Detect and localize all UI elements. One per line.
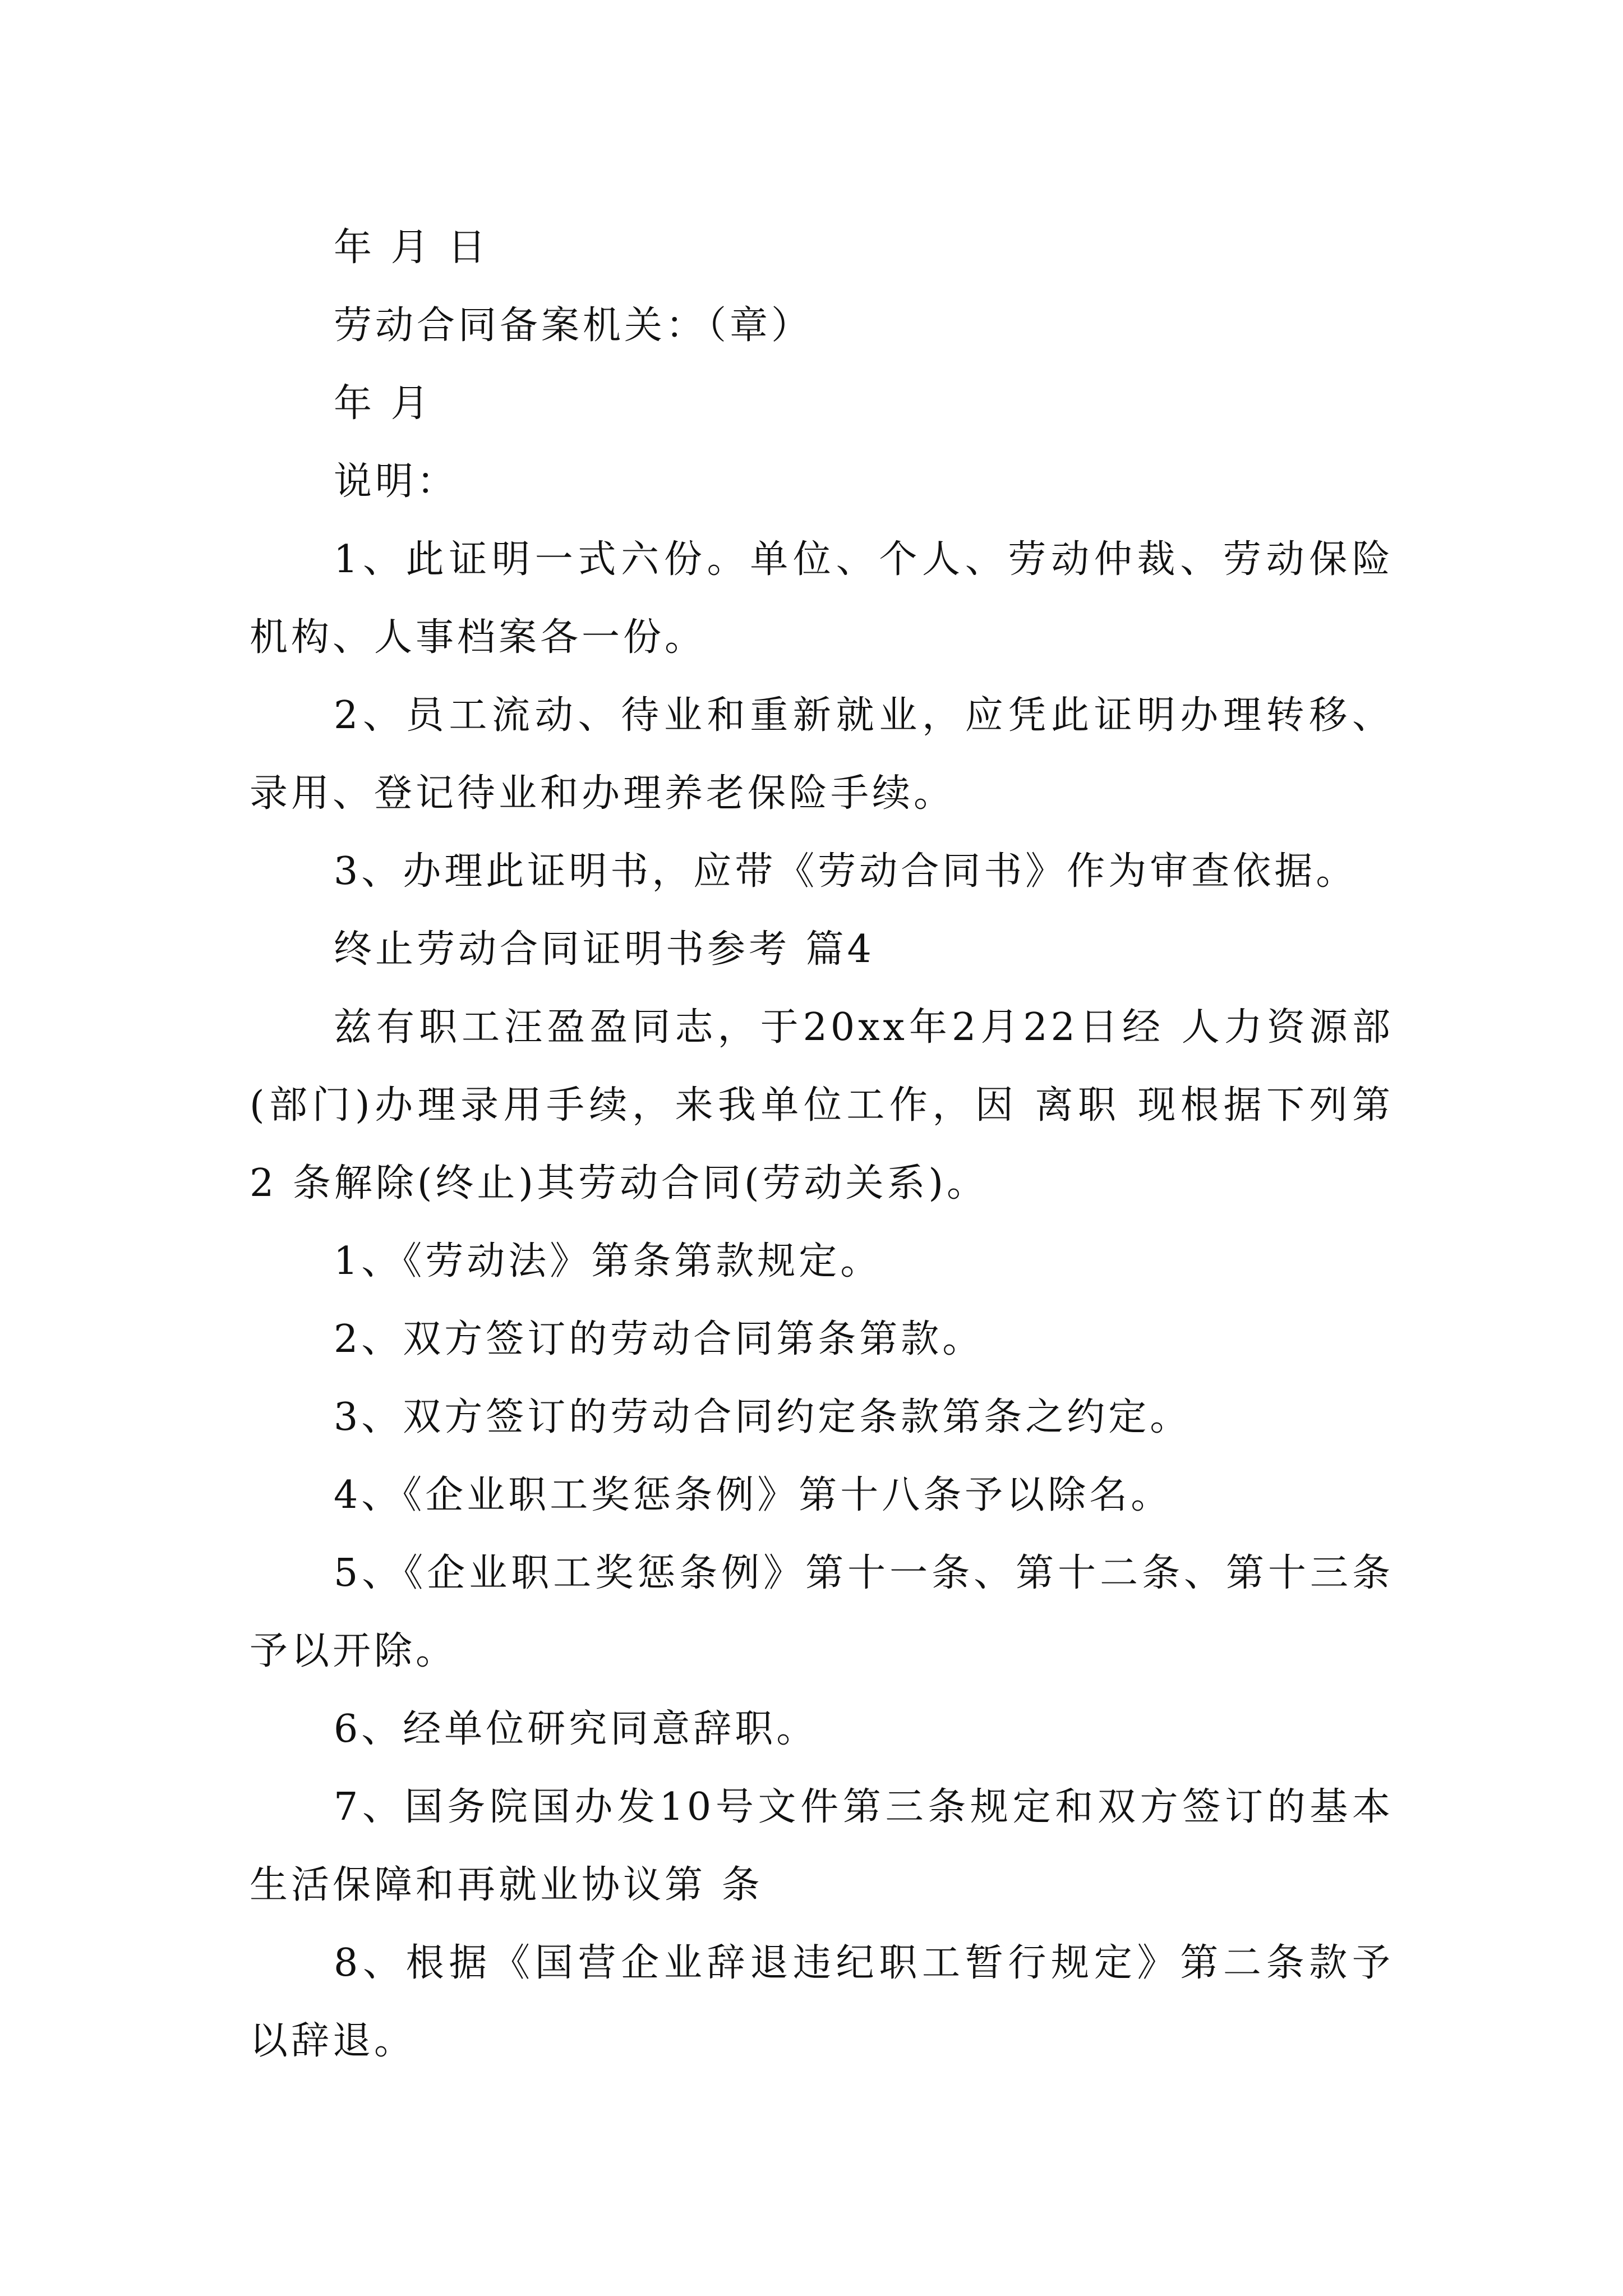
reason-item-5: 5、《企业职工奖惩条例》第十一条、第十二条、第十三条予以开除。 [250,1551,1394,1673]
reason-item-8: 8、根据《国营企业辞退违纪职工暂行规定》第二条款予以辞退。 [250,1941,1394,2063]
reason-item-4: 4、《企业职工奖惩条例》第十八条予以除名。 [334,1473,1173,1517]
note-item-2: 2、员工流动、待业和重新就业，应凭此证明办理转移、录用、登记待业和办理养老保险手续。 [250,693,1394,816]
document-body [250,209,1394,2080]
date-line-2: 年 月 [334,381,432,426]
date-line: 年 月 日 [334,226,490,270]
certificate-body: 兹有职工汪盈盈同志，于20xx年2月22日经 人力资源部 (部门)办理录用手续，来我单位工作，因 离职 现根据下列第 2 条解除(终止)其劳动合同(劳动关系)。 [250,1005,1394,1205]
notes-heading: 说明： [334,459,459,504]
filing-authority-line: 劳动合同备案机关：（章） [334,303,813,348]
section-heading: 终止劳动合同证明书参考 篇4 [334,927,875,972]
note-item-1: 1、此证明一式六份。单位、个人、劳动仲裁、劳动保险机构、人事档案各一份。 [250,537,1394,660]
reason-item-3: 3、双方签订的劳动合同约定条款第条之约定。 [334,1395,1192,1439]
note-item-3: 3、办理此证明书，应带《劳动合同书》作为审查依据。 [334,849,1358,894]
reason-item-7: 7、国务院国办发10号文件第三条规定和双方签订的基本生活保障和再就业协议第 条 [250,1785,1394,1907]
reason-item-6: 6、经单位研究同意辞职。 [334,1707,818,1751]
reason-item-2: 2、双方签订的劳动合同第条第款。 [334,1317,984,1361]
reason-item-1: 1、《劳动法》第条第款规定。 [334,1239,882,1283]
